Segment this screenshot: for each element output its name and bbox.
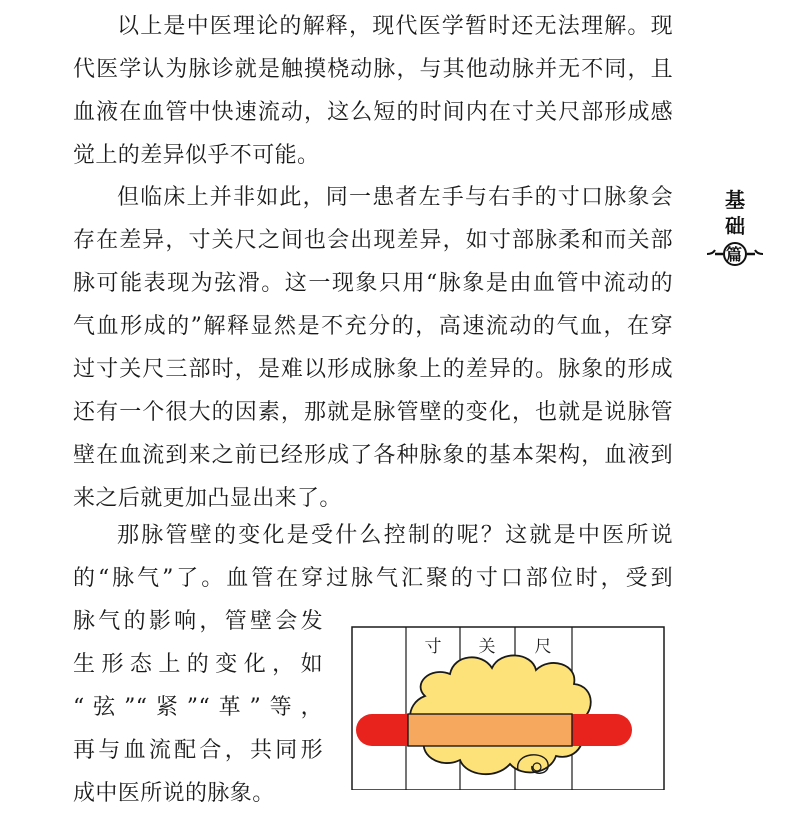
side-tab-char: 篇 bbox=[726, 245, 743, 264]
swirl-dot bbox=[533, 763, 541, 771]
paragraph-2 bbox=[73, 176, 673, 520]
chapter-side-tab bbox=[705, 180, 765, 270]
text-line: 但临床上并非如此，同一患者左手与右手的寸口脉象会 bbox=[117, 185, 673, 210]
text-line: 壁在血流到来之前已经形成了各种脉象的基本架构，血液到 bbox=[73, 443, 673, 468]
paragraph-3 bbox=[73, 514, 673, 600]
text-line: 气血形成的”解释显然是不充分的，高速流动的气血，在穿 bbox=[73, 314, 673, 339]
pulse-diagram-svg bbox=[350, 624, 670, 790]
text-line: 的“脉气”了。血管在穿过脉气汇聚的寸口部位时，受到 bbox=[73, 566, 673, 591]
pulse-diagram bbox=[350, 624, 670, 794]
text-line: 生形态上的变化，如 bbox=[73, 652, 323, 677]
text-line: 过寸关尺三部时，是难以形成脉象上的差异的。脉象的形成 bbox=[73, 357, 673, 382]
label-guan: 关 bbox=[478, 637, 496, 657]
paragraph-1 bbox=[73, 5, 673, 177]
text-line: 以上是中医理论的解释，现代医学暂时还无法理解。现 bbox=[117, 14, 673, 39]
side-tab-char: 基 bbox=[725, 188, 745, 212]
vessel-qi-overlap bbox=[408, 714, 572, 746]
text-line: “弦”“紧”“革”等， bbox=[73, 695, 323, 720]
text-line: 来之后就更加凸显出来了。 bbox=[73, 486, 342, 511]
text-line: 脉可能表现为弦滑。这一现象只用“脉象是由血管中流动的 bbox=[73, 271, 673, 296]
text-line: 脉气的影响，管壁会发 bbox=[73, 609, 323, 634]
text-line: 存在差异，寸关尺之间也会出现差异，如寸部脉柔和而关部 bbox=[73, 228, 673, 253]
text-line: 再与血流配合，共同形 bbox=[73, 738, 323, 763]
paragraph-4 bbox=[73, 600, 323, 815]
side-tab-char: 础 bbox=[725, 214, 745, 238]
text-line: 还有一个很大的因素，那就是脉管壁的变化，也就是说脉管 bbox=[73, 400, 673, 425]
text-line: 血液在血管中快速流动，这么短的时间内在寸关尺部形成感 bbox=[73, 100, 673, 125]
label-cun: 寸 bbox=[424, 637, 442, 657]
text-line: 那脉管壁的变化是受什么控制的呢？这就是中医所说 bbox=[117, 523, 673, 548]
text-line: 觉上的差异似乎不可能。 bbox=[73, 143, 320, 168]
text-line: 代医学认为脉诊就是触摸桡动脉，与其他动脉并无不同，且 bbox=[73, 57, 673, 82]
label-chi: 尺 bbox=[534, 637, 552, 657]
text-line: 成中医所说的脉象。 bbox=[73, 781, 275, 806]
